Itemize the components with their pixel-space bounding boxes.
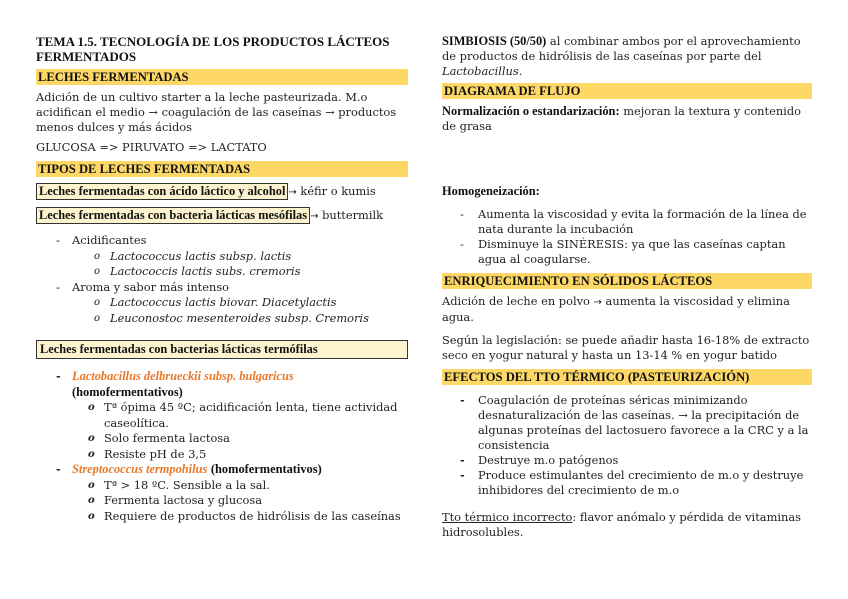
lactobacillus-name: Lactobacillus delbrueckii subsp. bulgaricus [72, 369, 294, 383]
list-item: o Requiere de productos de hidrólisis de las caseínas [88, 509, 408, 525]
tipo1-label: Leches fermentadas con ácido láctico y alcohol [36, 183, 288, 200]
list-item: o Lactococcus lactis biovar. Diacetylactis [94, 295, 408, 311]
list-item: - Produce estimulantes del crecimiento de m.o y destruye inhibidores del crecimiento de m.o [460, 468, 812, 498]
page-title: TEMA 1.5. TECNOLOGÍA DE LOS PRODUCTOS LÁCTEOS FERMENTADOS [36, 34, 390, 64]
enriquecimiento-paragraph-2: Según la legislación: se puede añadir hasta 16-18% de extracto seco en yogur natural y hasta un 13-14 % en yogur batido [442, 333, 810, 362]
mesofilas-list [36, 233, 408, 326]
efectos-list [442, 393, 812, 498]
streptococcus-type: (homofermentativos) [210, 462, 322, 476]
normalizacion-paragraph [442, 104, 812, 134]
heading-tipos: TIPOS DE LECHES FERMENTADAS [36, 161, 408, 177]
left-column [36, 34, 408, 524]
list-item: o Leuconostoc mesenteroides subsp. Cremoris [94, 311, 408, 327]
list-item [56, 462, 408, 524]
enriq-text-a: Adición de leche en polvo [442, 294, 594, 308]
arrow-icon: → [310, 211, 319, 222]
list-item: o Fermenta lactosa y glucosa [88, 493, 408, 509]
list-item: - Coagulación de proteínas séricas minimizando desnaturalización de las caseínas. → la precipitación de algunas proteínas del lactosuero favorece a la CRC y a la consistencia [460, 393, 812, 453]
heading-diagrama: DIAGRAMA DE FLUJO [442, 83, 812, 99]
termofilas-list [36, 369, 408, 524]
list-item: o Tª > 18 ºC. Sensible a la sal. [88, 478, 408, 494]
arrow-icon: → [593, 297, 602, 308]
normalizacion-text: mejoran la textura y contenido de grasa [442, 104, 801, 133]
pathway-text: GLUCOSA => PIRUVATO => LACTATO [36, 140, 267, 154]
list-item: o Lactococcis lactis subs. cremoris [94, 264, 408, 280]
tipo1-example: kéfir o kumis [296, 184, 376, 198]
heading-efectos: EFECTOS DEL TTO TÉRMICO (PASTEURIZACIÓN) [442, 369, 812, 385]
lactobacillus-type: (homofermentativos) [72, 384, 183, 399]
tipo-acido-alcohol [36, 183, 408, 201]
arrow-icon: → [288, 187, 297, 198]
heading-leches-fermentadas: LECHES FERMENTADAS [36, 69, 408, 85]
enriquecimiento-paragraph-1 [442, 294, 812, 325]
simbiosis-italic: Lactobacillus. [442, 64, 523, 78]
list-item: o Resiste pH de 3,5 [88, 447, 408, 463]
tipo2-label: Leches fermentadas con bacteria lácticas mesófilas [36, 207, 310, 224]
acidificantes-label: Acidificantes [72, 233, 147, 247]
normalizacion-label: Normalización o estandarización: [442, 104, 620, 118]
tto-label: Tto térmico incorrecto [442, 510, 573, 524]
list-item [56, 233, 408, 280]
simbiosis-paragraph [442, 34, 812, 79]
list-item: o Solo fermenta lactosa [88, 431, 408, 447]
enriq-text-b: aumenta la viscosidad y elimina agua. [442, 294, 790, 324]
tipo-mesofilas [36, 207, 408, 225]
tto-paragraph [442, 510, 812, 540]
list-item: o Tª ópima 45 ºC; acidificación lenta, tiene actividad caseolítica. [88, 400, 408, 431]
list-item: - Disminuye la SINÉRESIS: ya que las caseínas captan agua al coagularse. [460, 237, 812, 267]
heading-enriquecimiento: ENRIQUECIMIENTO EN SÓLIDOS LÁCTEOS [442, 273, 812, 289]
homogeneizacion-label: Homogeneización: [442, 184, 540, 198]
right-column [442, 34, 812, 540]
list-item: - Aumenta la viscosidad y evita la formación de la línea de nata durante la incubación [460, 207, 812, 237]
intro-paragraph: Adición de un cultivo starter a la leche pasteurizada. M.o acidifican el medio → coagulación de las caseínas → productos menos dulces y más ácidos [36, 90, 397, 134]
list-item [56, 280, 408, 327]
streptococcus-name: Streptococcus termpohilus [72, 462, 208, 476]
simbiosis-label: SIMBIOSIS (50/50) [442, 34, 547, 48]
tto-text: : flavor anómalo y pérdida de vitaminas hidrosolubles. [442, 510, 801, 539]
aroma-label: Aroma y sabor más intenso [72, 279, 230, 294]
list-item: - Destruye m.o patógenos [460, 453, 812, 468]
tipo2-example: buttermilk [318, 208, 384, 222]
simbiosis-text: al combinar ambos por el aprovechamiento de productos de hidrólisis de las caseínas por parte del [442, 34, 801, 63]
list-item [56, 369, 408, 462]
list-item: o Lactococcus lactis subsp. lactis [94, 249, 408, 265]
homogeneizacion-list [442, 207, 812, 267]
termofilas-box: Leches fermentadas con bacterias lácticas termófilas [36, 340, 408, 359]
